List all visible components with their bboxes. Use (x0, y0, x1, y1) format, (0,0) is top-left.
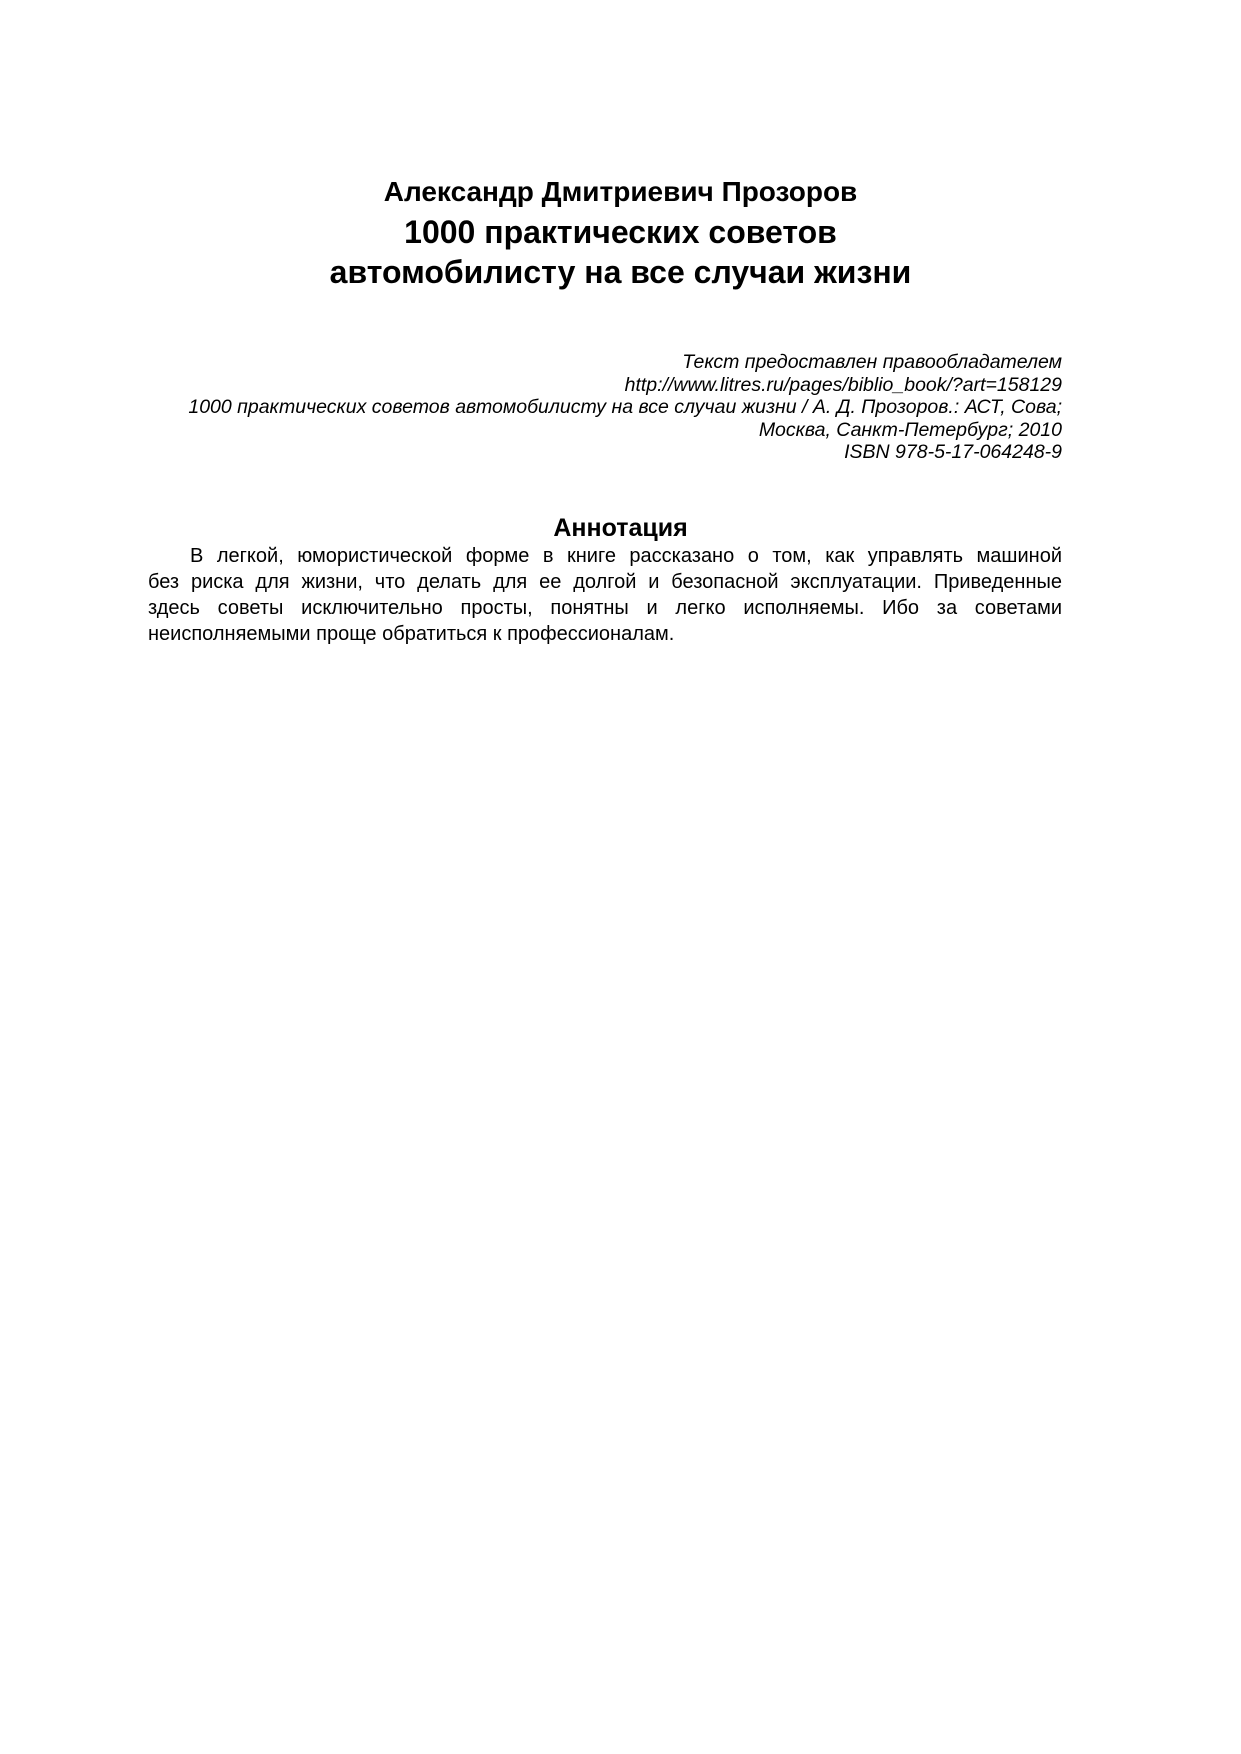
bibliographic-reference: 1000 практических советов автомобилисту на все случаи жизни / А. Д. Прозоров.: АСТ, Сова; (188, 396, 1062, 418)
author-name: Александр Дмитриевич Прозоров (383, 176, 858, 207)
copyright-notice: Текст предоставлен правообладателем (682, 351, 1062, 373)
annotation-line-1: В легкой, юмористической форме в книге рассказано о том, как управлять машиной (190, 545, 1062, 567)
annotation-heading: Аннотация (553, 514, 688, 542)
annotation-line-3: здесь советы исключительно просты, понятны и легко исполняемы. Ибо за советами (148, 597, 1062, 619)
annotation-line-4: неисполняемыми проще обратиться к профессионалам. (148, 623, 675, 645)
annotation-paragraph (148, 543, 1062, 647)
isbn: ISBN 978-5-17-064248-9 (844, 441, 1062, 463)
book-title-line-1: 1000 практических советов (404, 214, 837, 250)
bibliographic-info-block (148, 351, 1062, 464)
source-url: http://www.litres.ru/pages/biblio_book/?art=158129 (624, 373, 1062, 396)
publisher-city-year: Москва, Санкт-Петербург; 2010 (758, 418, 1062, 441)
annotation-line-2: без риска для жизни, что делать для ее долгой и безопасной эксплуатации. Приведенные (148, 571, 1062, 593)
book-title-line-2: автомобилисту на все случаи жизни (329, 254, 912, 290)
title-block (0, 172, 1241, 292)
